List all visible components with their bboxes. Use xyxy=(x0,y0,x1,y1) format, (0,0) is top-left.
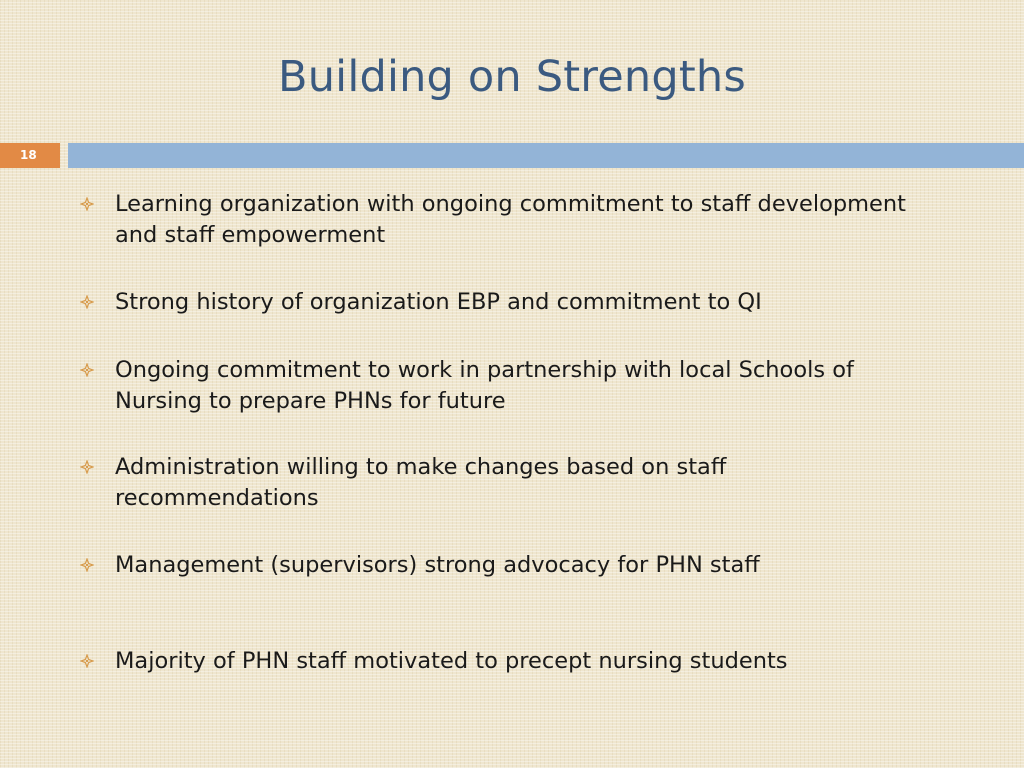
diamond-bullet-icon xyxy=(80,295,94,309)
diamond-bullet-icon xyxy=(80,197,94,211)
diamond-bullet-icon xyxy=(80,558,94,572)
title-divider-bar xyxy=(68,143,1024,168)
diamond-bullet-icon xyxy=(80,460,94,474)
slide-title: Building on Strengths xyxy=(278,52,746,102)
bullet-text: Administration willing to make changes based on staff recommendations xyxy=(115,454,727,511)
bullet-text: Strong history of organization EBP and commitment to QI xyxy=(115,289,762,315)
bullet-text: Ongoing commitment to work in partnership with local Schools of Nursing to prepare PHNs for future xyxy=(115,357,854,414)
slide-number-badge: 18 xyxy=(0,143,60,168)
diamond-bullet-icon xyxy=(80,654,94,668)
bullet-text: Management (supervisors) strong advocacy for PHN staff xyxy=(115,552,760,578)
bullet-text: Majority of PHN staff motivated to precept nursing students xyxy=(115,648,788,674)
diamond-bullet-icon xyxy=(80,363,94,377)
bullet-text: Learning organization with ongoing commitment to staff development and staff empowerment xyxy=(115,191,906,248)
